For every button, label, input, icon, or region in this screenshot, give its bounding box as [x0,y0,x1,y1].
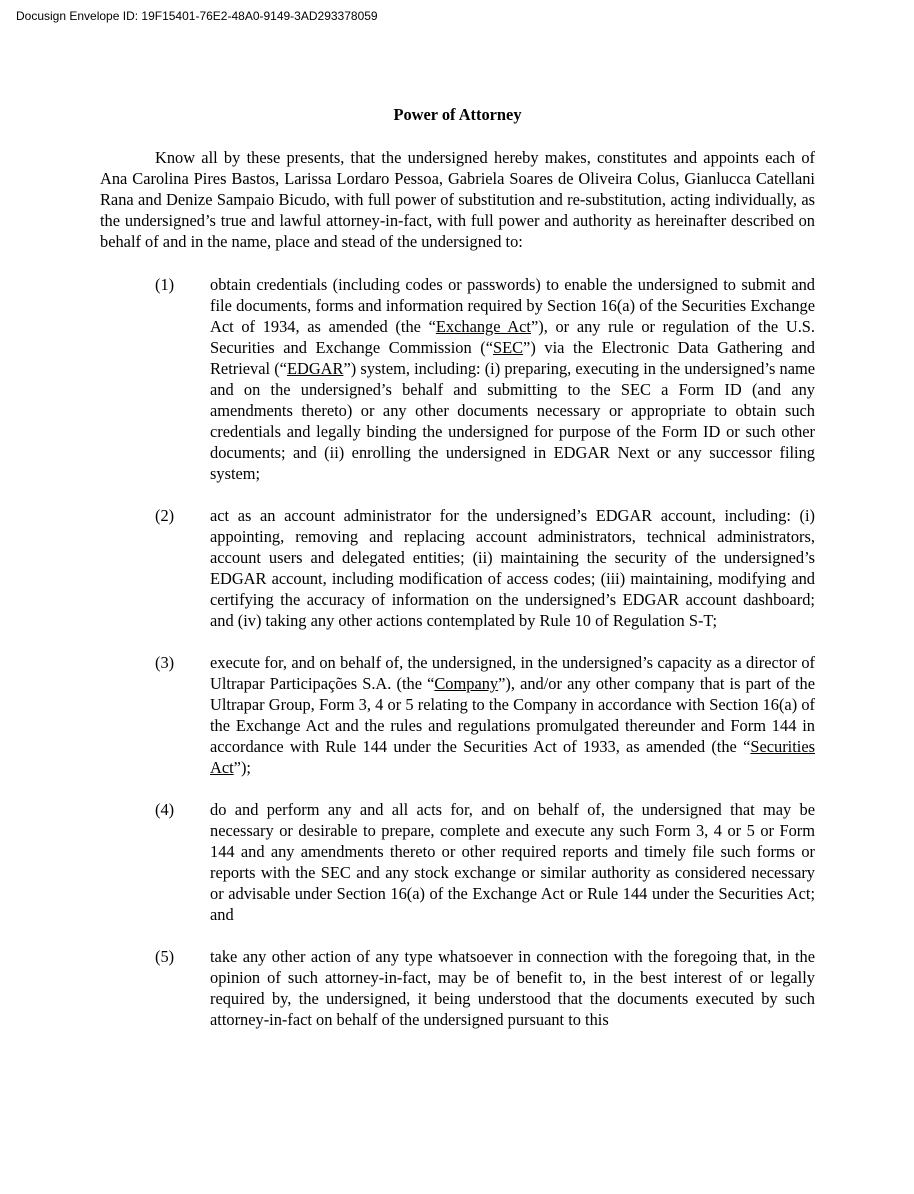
text: do and perform any and all acts for, and on behalf of, the undersigned that may be necessary or desirable to prepare, complete and execute any such Form 3, 4 or 5 or Form 144 and any amendments thereto or other required reports and timely file such forms or reports with the SEC and any stock exchange or similar authority as considered necessary or advisable under Section 16(a) of the Exchange Act or Rule 144 under the Securities Act; and [210,800,815,924]
text: ”) via the Electronic Data Gathering and Retrieval (“ [210,338,815,378]
item-number: (2) [155,506,175,525]
text: ”), and/or any other company that is part of the Ultrapar Group, Form 3, 4 or 5 relating to the Company in accordance with Section 16(a) of the Exchange Act and the rules and regulations promulgated thereunder and Form 144 in accordance with Rule 144 under the Securities Act of 1933, as amended (the “ [210,674,815,756]
item-text [210,274,815,484]
envelope-id: Docusign Envelope ID: 19F15401-76E2-48A0-9149-3AD293378059 [16,9,378,23]
item-number: (3) [155,653,175,672]
list-item [100,799,815,925]
intro-paragraph: Know all by these presents, that the undersigned hereby makes, constitutes and appoints each of Ana Carolina Pires Bastos, Larissa Lordaro Pessoa, Gabriela Soares de Oliveira Colus, Gianlucca Catellani Rana and Denize Sampaio Bicudo, with full power of substitution and re-substitution, acting individually, as the undersigned’s true and lawful attorney-in-fact, with full power and authority as hereinafter described on behalf of and in the name, place and stead of the undersigned to: [100,148,815,251]
text: ”); [233,758,251,777]
list-item [100,274,815,484]
item-text [210,652,815,778]
defined-term: Securities Act [210,737,815,777]
text: ”) system, including: (i) preparing, executing in the undersigned’s name and on the undersigned’s behalf and submitting to the SEC a Form ID (and any amendments thereto) or any other documents necessary or appropriate to obtain such credentials and legally binding the undersigned for purpose of the Form ID or such other documents; and (ii) enrolling the undersigned in EDGAR Next or any successor filing system; [210,359,816,483]
text: execute for, and on behalf of, the undersigned, in the undersigned’s capacity as a director of Ultrapar Participações S.A. (the “ [210,653,815,693]
item-number: (4) [155,800,175,819]
text: obtain credentials (including codes or passwords) to enable the undersigned to submit and file documents, forms and information required by Section 16(a) of the Securities Exchange Act of 1934, as amended (the “ [210,275,815,336]
item-text [210,799,815,925]
item-number: (1) [155,275,175,294]
text: take any other action of any type whatsoever in connection with the foregoing that, in the opinion of such attorney-in-fact, may be of benefit to, in the best interest of or legally required by, the undersigned, it being understood that the documents executed by such attorney-in-fact on behalf of the undersigned pursuant to this [210,947,815,1029]
document-title: Power of Attorney [393,105,522,124]
list-item [100,652,815,778]
list-item [100,946,815,1030]
list-item [100,505,815,631]
defined-term: Exchange Act [435,317,531,336]
item-text [210,505,815,631]
defined-term: EDGAR [286,359,344,378]
text: ”), or any rule or regulation of the U.S. Securities and Exchange Commission (“ [210,317,816,357]
defined-term: SEC [492,338,524,357]
defined-term: Company [434,674,499,693]
document-body [100,104,815,1051]
text: act as an account administrator for the undersigned’s EDGAR account, including: (i) appointing, removing and replacing account administrators, technical administrators, account users and delegated entities; (ii) maintaining the security of the undersigned’s EDGAR account, including modification of access codes; (iii) maintaining, modifying and certifying the accuracy of information on the undersigned’s EDGAR account dashboard; and (iv) taking any other actions contemplated by Rule 10 of Regulation S-T; [210,506,815,630]
item-number: (5) [155,947,175,966]
item-text [210,946,815,1030]
